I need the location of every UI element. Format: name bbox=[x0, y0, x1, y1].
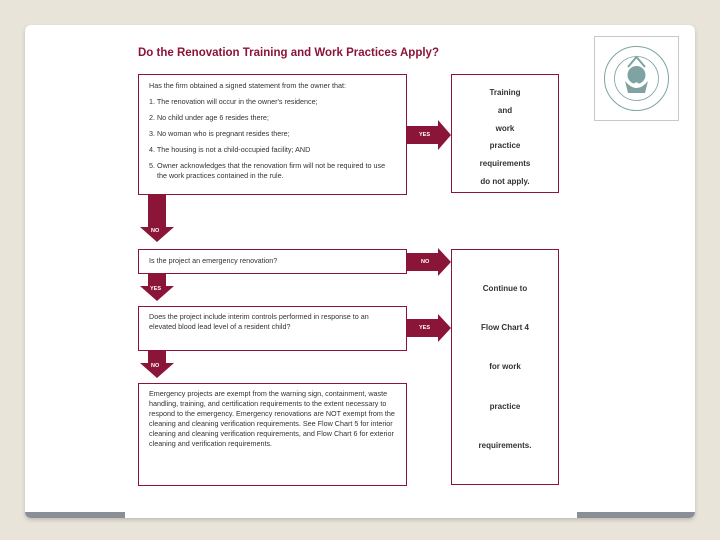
result2-line: Continue to bbox=[482, 284, 528, 293]
result-continue-flowchart bbox=[451, 249, 559, 485]
result-no-requirements bbox=[451, 74, 559, 193]
epa-logo bbox=[594, 36, 679, 121]
arrow-label-no: NO bbox=[421, 259, 430, 265]
question-emergency: Is the project an emergency renovation? bbox=[138, 249, 407, 274]
arrow-label-no: NO bbox=[151, 363, 160, 369]
result2-line: for work bbox=[489, 362, 521, 371]
result2-line: practice bbox=[489, 402, 521, 411]
result1-line: Training bbox=[489, 88, 521, 97]
question1-item: 3. No woman who is pregnant resides there; bbox=[149, 129, 290, 139]
slide-bottom-bar bbox=[25, 512, 695, 518]
arrow-down-no-1 bbox=[139, 195, 175, 243]
emergency-exemption-note: Emergency projects are exempt from the warning sign, containment, waste handling, training, and certification requirements to the extent necessary to respond to the emergency. Emergency renovations are NOT exempt from the cleaning and cleaning verification requirements. See Flow Chart 5 for interior cleaning and cleaning verification requirements, and Flow Chart 6 for exterior cleaning and verification requirements. bbox=[138, 383, 407, 486]
arrow-label-yes: YES bbox=[419, 325, 431, 331]
question-owner-statement bbox=[138, 74, 407, 195]
question1-intro: Has the firm obtained a signed statement from the owner that: bbox=[149, 81, 346, 90]
question1-item: 5. Owner acknowledges that the renovation firm will not be required to use the work practices contained in the rule. bbox=[149, 161, 386, 181]
question1-item: 1. The renovation will occur in the owner's residence; bbox=[149, 97, 318, 107]
page-title: Do the Renovation Training and Work Practices Apply? bbox=[138, 47, 439, 59]
result1-line: requirements bbox=[479, 159, 531, 168]
result2-line: requirements. bbox=[478, 441, 532, 450]
arrow-label-yes: YES bbox=[419, 132, 431, 138]
result1-line: practice bbox=[489, 141, 521, 150]
result1-line: do not apply. bbox=[480, 177, 530, 186]
question1-item: 4. The housing is not a child-occupied facility; AND bbox=[149, 145, 311, 155]
result2-line: Flow Chart 4 bbox=[480, 323, 529, 332]
result1-line: and bbox=[497, 106, 513, 115]
question1-item: 2. No child under age 6 resides there; bbox=[149, 113, 269, 123]
result1-line: work bbox=[495, 124, 515, 133]
epa-seal-icon bbox=[595, 37, 678, 120]
arrow-label-yes: YES bbox=[150, 286, 162, 292]
question-interim-controls: Does the project include interim controls performed in response to an elevated blood lead level of a resident child? bbox=[138, 306, 407, 351]
arrow-label-no: NO bbox=[151, 228, 160, 234]
